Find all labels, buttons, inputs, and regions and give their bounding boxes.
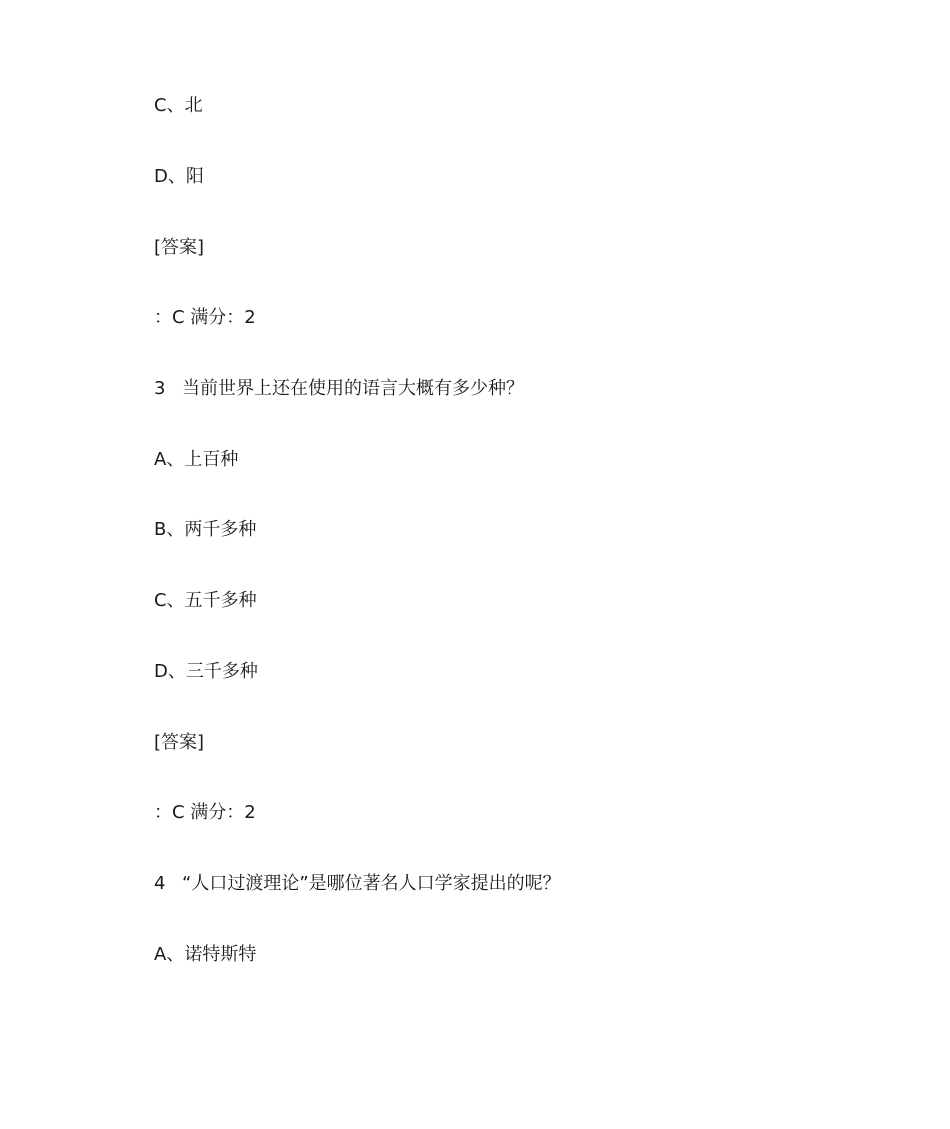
option-a: A、上百种 <box>154 449 239 470</box>
option-d: D、阳 <box>154 166 204 187</box>
option-a: A、诺特斯特 <box>154 944 257 965</box>
option-d: D、三千多种 <box>154 661 258 682</box>
question-number: 3 <box>154 378 166 399</box>
answer-score: ：C 满分：2 <box>154 802 256 823</box>
answer-label: [答案] <box>154 732 205 753</box>
option-c: C、北 <box>154 95 203 116</box>
question-text: 当前世界上还在使用的语言大概有多少种？ <box>182 378 524 399</box>
answer-label: [答案] <box>154 237 205 258</box>
option-c: C、五千多种 <box>154 590 257 611</box>
question-number: 4 <box>154 873 166 894</box>
question-3 <box>154 377 524 401</box>
option-b: B、两千多种 <box>154 519 257 540</box>
question-4 <box>154 872 561 896</box>
answer-score: ：C 满分：2 <box>154 307 256 328</box>
question-text: “人口过渡理论”是哪位著名人口学家提出的呢？ <box>182 873 561 894</box>
